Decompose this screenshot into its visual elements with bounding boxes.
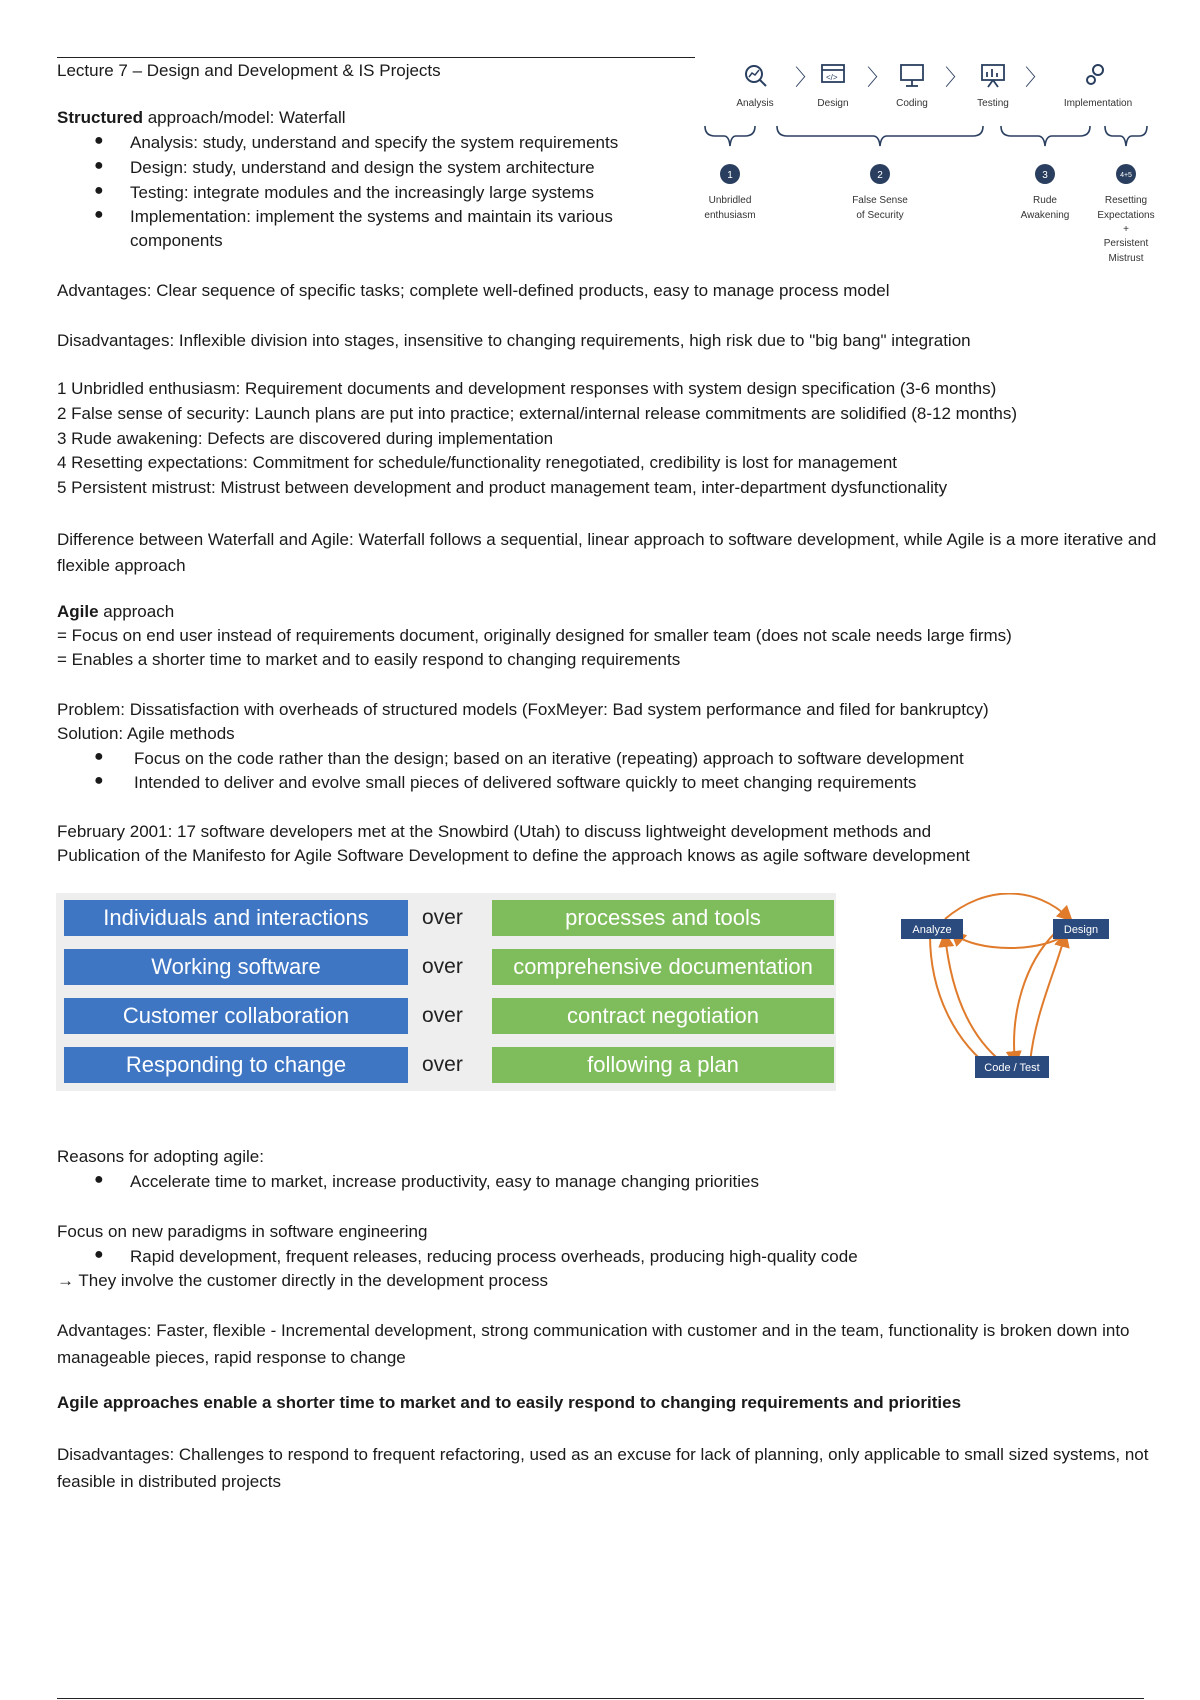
phase-num-4: 4+5	[1120, 172, 1132, 179]
arrow-design-to-code	[1014, 933, 1055, 1063]
phase-3-label-b: Awakening	[1020, 210, 1070, 221]
phase-item-1: 1 Unbridled enthusiasm: Requirement documents and development responses with system design specification (3-6 months)	[57, 379, 997, 398]
stage-label-implementation: Implementation	[1063, 98, 1133, 109]
agile-disadvantages: Disadvantages: Challenges to respond to frequent refactoring, used as an excuse for lack of planning, only applicable to small sized systems, not feasible in distributed projects	[57, 1445, 1149, 1491]
manifesto-over: over	[422, 955, 463, 978]
agile-heading	[57, 602, 174, 622]
manifesto-value: Individuals and interactions	[64, 900, 408, 936]
phase-braces	[705, 126, 1147, 146]
phase-4-plus: +	[1123, 224, 1129, 235]
cycle-label-code-test: Code / Test	[984, 1062, 1040, 1074]
phase-4-label-d: Mistrust	[1108, 253, 1144, 264]
solution-label: Solution: Agile methods	[57, 724, 235, 743]
difference-paragraph: Difference between Waterfall and Agile: Waterfall follows a sequential, linear approach to software development, while Agile is a more iterative and flexible approach	[57, 530, 1157, 575]
phase-item-4: 4 Resetting expectations: Commitment for schedule/functionality renegotiated, credibility is lost for management	[57, 453, 898, 472]
phase-item-5: 5 Persistent mistrust: Mistrust between development and product management team, inter-department dysfunctionality	[57, 478, 948, 497]
phase-4-label-b: Expectations	[1097, 210, 1155, 221]
agile-line-1: = Focus on end user instead of requirements document, originally designed for smaller team (does not scale needs large firms)	[57, 626, 1012, 645]
phase-4-label-a: Resetting	[1104, 195, 1148, 206]
arrow-analyze-to-design	[945, 894, 1070, 920]
brace-2	[777, 126, 983, 146]
chevron-right-icon: 〉	[795, 65, 818, 90]
agile-line-2: = Enables a shorter time to market and to easily respond to changing requirements	[57, 650, 681, 669]
february-line-2: Publication of the Manifesto for Agile Software Development to define the approach knows as agile software development	[57, 846, 970, 865]
stage-label-testing: Testing	[977, 98, 1009, 109]
structured-heading-bold: Structured	[57, 108, 143, 127]
bullet-dot: ●	[94, 1246, 104, 1263]
structured-heading	[57, 108, 346, 128]
arrow-analyze-to-code	[930, 935, 995, 1071]
stage-label-design: Design	[817, 98, 849, 109]
agile-cycle-diagram	[895, 893, 1125, 1088]
manifesto-value: Responding to change	[64, 1047, 408, 1083]
brace-4	[1105, 126, 1147, 146]
manifesto-value: Working software	[64, 949, 408, 985]
phase-1-label-a: Unbridled	[708, 195, 752, 206]
arrow-code-to-analyze	[945, 935, 1003, 1063]
svg-text:</>: </>	[826, 73, 838, 82]
header-rule	[57, 57, 695, 58]
reasons-label: Reasons for adopting agile:	[57, 1147, 264, 1166]
bullet-dot: ●	[94, 1171, 104, 1188]
february-line-1: February 2001: 17 software developers met at the Snowbird (Utah) to discuss lightweight development methods and	[57, 822, 932, 841]
structured-bullet-2: Design: study, understand and design the system architecture	[130, 158, 595, 177]
waterfall-diagram	[695, 58, 1185, 273]
bullet-dot: ●	[94, 157, 104, 174]
agile-manifesto-table	[56, 893, 836, 1091]
phase-2-label-a: False Sense	[852, 195, 908, 206]
arrow-design-to-analyze	[953, 933, 1067, 948]
focus-bullet-1: Rapid development, frequent releases, reducing process overheads, producing high-quality code	[130, 1247, 858, 1266]
stage-label-coding: Coding	[896, 98, 928, 109]
solution-bullet-2: Intended to deliver and evolve small pieces of delivered software quickly to meet changing requirements	[134, 773, 917, 792]
problem-statement: Problem: Dissatisfaction with overheads of structured models (FoxMeyer: Bad system performance and filed for bankruptcy)	[57, 700, 989, 719]
agile-advantages: Advantages: Faster, flexible - Incremental development, strong communication with customer and in the team, functionality is broken down into manageable pieces, rapid response to change	[57, 1321, 1130, 1367]
footer-rule	[57, 1698, 1144, 1699]
code-window-icon	[822, 65, 844, 82]
manifesto-counterpart: following a plan	[492, 1047, 834, 1083]
phase-item-2: 2 False sense of security: Launch plans are put into practice; external/internal release commitments are solidified (8-12 months)	[57, 404, 1018, 423]
brace-3	[1001, 126, 1090, 146]
phase-num-2: 2	[877, 170, 883, 181]
monitor-icon	[901, 65, 923, 86]
phase-num-1: 1	[727, 170, 733, 181]
phase-1-label-b: enthusiasm	[704, 210, 756, 221]
presentation-board-icon	[982, 65, 1004, 87]
focus-label: Focus on new paradigms in software engineering	[57, 1222, 428, 1241]
agile-bold-statement: Agile approaches enable a shorter time to market and to easily respond to changing requirements and priorities	[57, 1393, 962, 1412]
manifesto-over: over	[422, 1004, 463, 1027]
arrow-code-to-design	[1030, 935, 1065, 1063]
agile-heading-bold: Agile	[57, 602, 99, 621]
manifesto-value: Customer collaboration	[64, 998, 408, 1034]
cycle-label-design: Design	[1063, 924, 1099, 936]
brace-1	[705, 126, 755, 146]
chevron-right-icon: 〉	[867, 65, 890, 90]
phase-4-label-c: Persistent	[1103, 238, 1149, 249]
structured-heading-rest: approach/model: Waterfall	[142, 108, 346, 127]
waterfall-advantages: Advantages: Clear sequence of specific tasks; complete well-defined products, easy to manage process model	[57, 281, 890, 300]
waterfall-disadvantages: Disadvantages: Inflexible division into stages, insensitive to changing requirements, high risk due to "big bang" integration	[57, 331, 971, 350]
manifesto-over: over	[422, 906, 463, 929]
page-title: Lecture 7 – Design and Development & IS Projects	[57, 61, 441, 80]
phase-2-label-b: of Security	[856, 210, 904, 221]
bullet-dot: ●	[94, 772, 104, 789]
manifesto-counterpart: contract negotiation	[492, 998, 834, 1034]
phase-3-label-a: Rude	[1033, 195, 1057, 206]
solution-bullet-1: Focus on the code rather than the design; based on an iterative (repeating) approach to software development	[134, 749, 964, 768]
bullet-dot: ●	[94, 132, 104, 149]
structured-bullet-1: Analysis: study, understand and specify the system requirements	[130, 133, 619, 152]
chevron-right-icon: 〉	[1025, 65, 1048, 90]
bullet-dot: ●	[94, 748, 104, 765]
manifesto-counterpart: comprehensive documentation	[492, 949, 834, 985]
bullet-dot: ●	[94, 182, 104, 199]
gears-icon	[1087, 65, 1103, 84]
bullet-dot: ●	[94, 206, 104, 223]
structured-bullet-4-cont: components	[130, 231, 223, 250]
stage-label-analysis: Analysis	[736, 98, 774, 109]
cycle-label-analyze: Analyze	[912, 924, 952, 936]
phase-item-3: 3 Rude awakening: Defects are discovered during implementation	[57, 429, 554, 448]
magnifier-chart-icon	[746, 66, 766, 86]
phase-num-3: 3	[1042, 170, 1048, 181]
agile-heading-rest: approach	[98, 602, 175, 621]
structured-bullet-3: Testing: integrate modules and the increasingly large systems	[130, 183, 594, 202]
reasons-bullet-1: Accelerate time to market, increase productivity, easy to manage changing priorities	[130, 1172, 759, 1191]
manifesto-counterpart: processes and tools	[492, 900, 834, 936]
manifesto-over: over	[422, 1053, 463, 1076]
focus-arrow-line: → They involve the customer directly in the development process	[57, 1271, 549, 1290]
chevron-right-icon: 〉	[945, 65, 968, 90]
structured-bullet-4: Implementation: implement the systems and maintain its various	[130, 207, 613, 226]
